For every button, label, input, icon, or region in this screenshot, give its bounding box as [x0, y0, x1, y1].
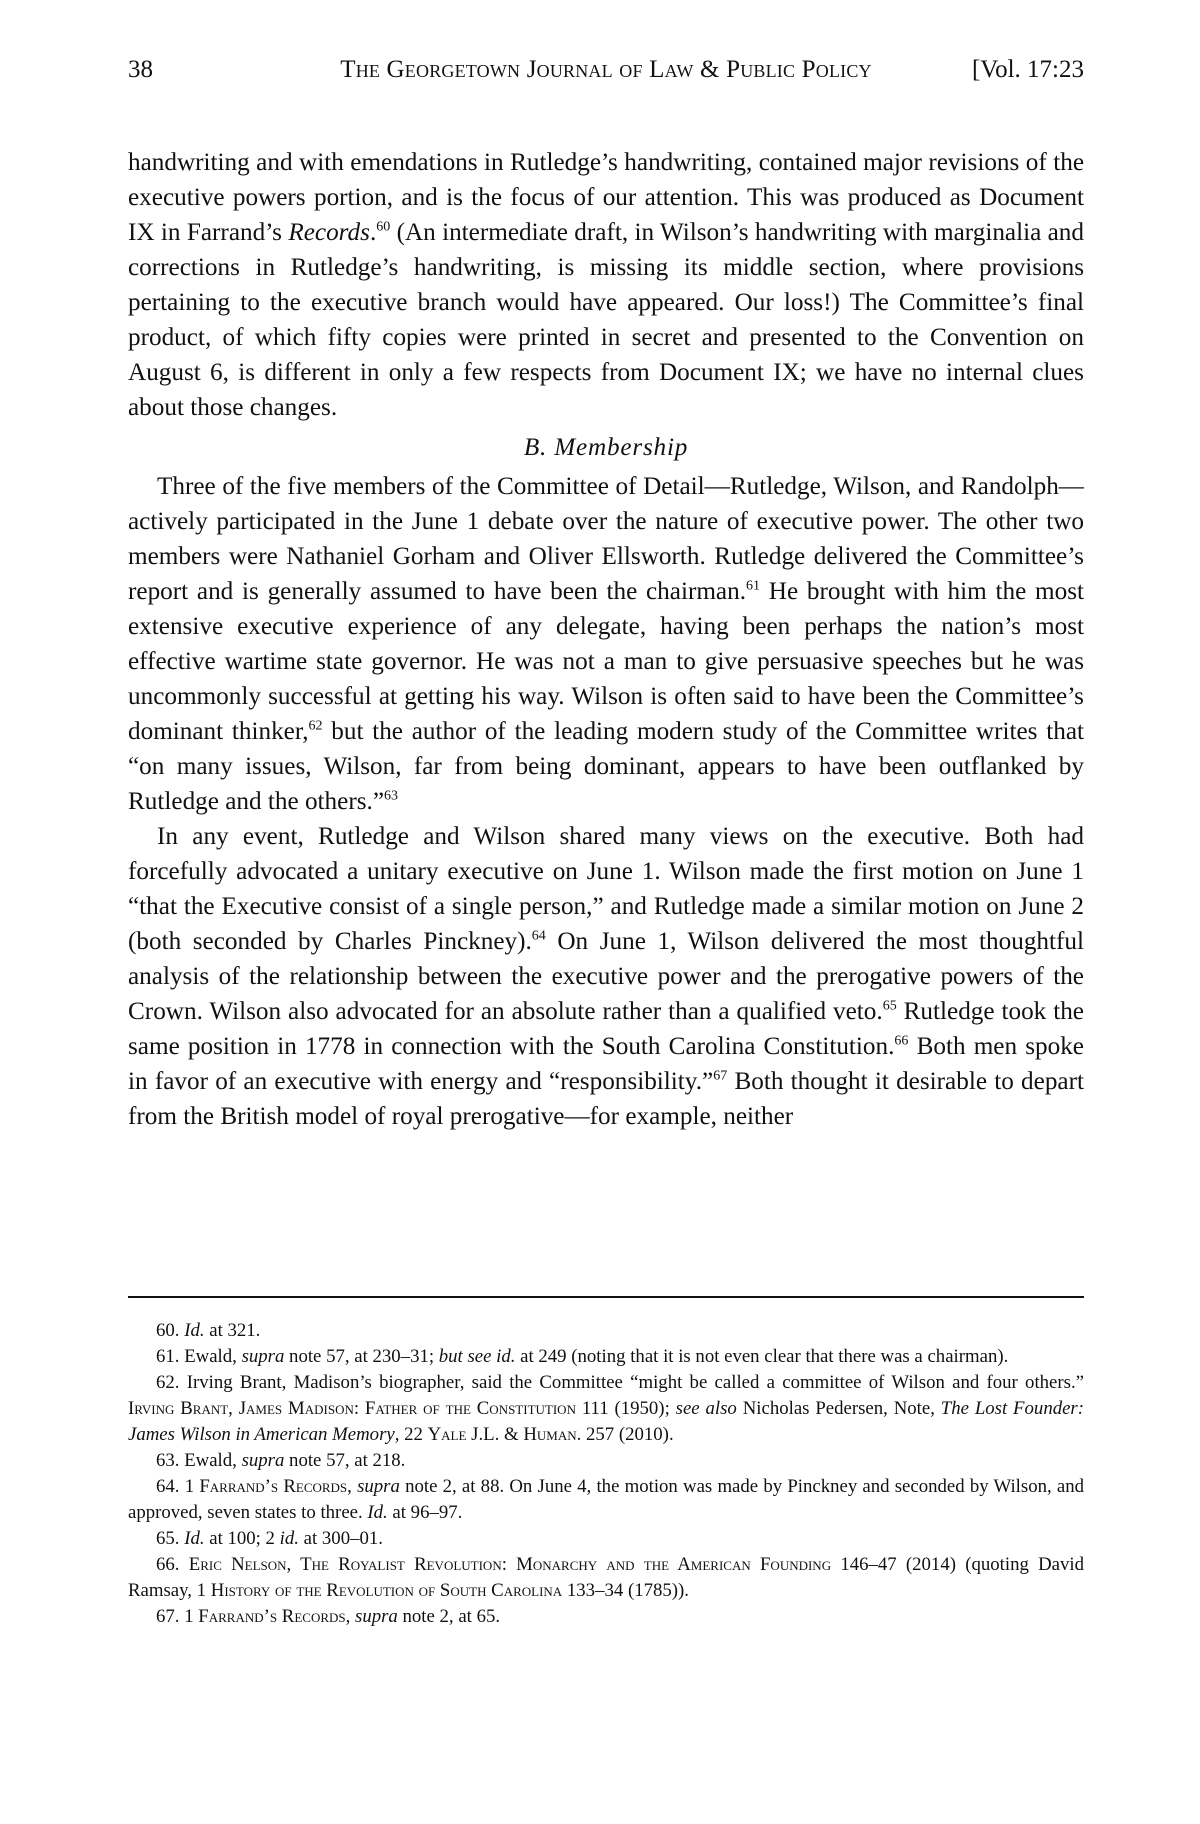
paragraph-3: In any event, Rutledge and Wilson shared many views on the executive. Both had forcefully advocated a unitary executive on June 1. Wilson made the first motion on June 1 “that the Executive consist of a single person,” and Rutledge made a similar motion on June 2 (both seconded by Charles Pinckney).$^{64}$ On June 1, Wilson delivered the most thoughtful analysis of the relationship between the executive power and the prerogative powers of the Crown. Wilson also advocated for an absolute rather than a qualified veto.$^{65}$ Rutledge took the same position in 1778 in connection with the South Carolina Constitution.$^{66}$ Both men spoke in favor of an executive with energy and “responsibility.”$^{67}$ Both thought it desirable to depart from the British model of royal prerogative—for example, neither	[128, 823, 1084, 1130]
footnote-ref-61: 61	[746, 578, 761, 594]
footnote-66: 66. Eric Nelson, The Royalist Revolution: Monarchy and the American Founding 146–47 (2014) (quoting David Ramsay, 1 History of the Revolution of South Carolina 133–34 (1785)).	[128, 1554, 1084, 1601]
footnote-ref-62: 62	[308, 718, 323, 734]
footnote-67: 67. 1 Farrand’s Records, supra note 2, at 65.	[156, 1606, 501, 1627]
section-heading: B. Membership	[523, 434, 689, 461]
footnote-60: 60. Id. at 321.	[156, 1320, 261, 1341]
footnote-ref-66: 66	[894, 1033, 909, 1049]
footnotes	[128, 1318, 1084, 1630]
footnote-ref-65: 65	[882, 998, 897, 1014]
footnote-ref-60: 60	[376, 219, 391, 235]
footnote-63: 63. Ewald, supra note 57, at 218.	[156, 1450, 406, 1471]
footnote-ref-64: 64	[531, 928, 546, 944]
paragraph-2: Three of the five members of the Committee of Detail—Rutledge, Wilson, and Randolph—actively participated in the June 1 debate over the nature of executive power. The other two members were Nathaniel Gorham and Oliver Ellsworth. Rutledge delivered the Committee’s report and is generally assumed to have been the chairman.$^{61}$ He brought with him the most extensive executive experience of any delegate, having been perhaps the nation’s most effective wartime state governor. He was not a man to give persuasive speeches but he was uncommonly successful at getting his way. Wilson is often said to have been the Committee’s dominant thinker,$^{62}$ but the author of the leading modern study of the Committee writes that “on many issues, Wilson, far from being dominant, appears to have been outflanked by Rutledge and the others.”$^{63}$	[128, 473, 1084, 815]
footnote-ref-63: 63	[384, 788, 398, 804]
main-text	[128, 145, 1084, 1134]
volume-label: [Vol. 17:23	[971, 56, 1084, 83]
footnote-64: 64. 1 Farrand’s Records, supra note 2, at 88. On June 4, the motion was made by Pinckney and seconded by Wilson, and approved, seven states to three. Id. at 96–97.	[128, 1476, 1085, 1523]
journal-title: The Georgetown Journal of Law & Public Policy	[340, 56, 872, 83]
running-header	[128, 56, 1084, 92]
paragraph-1: handwriting and with emendations in Rutledge’s handwriting, contained major revisions of the executive powers portion, and is the focus of our attention. This was produced as Document IX in Farrand’s Records.$^{60}$ (An intermediate draft, in Wilson’s handwriting with marginalia and corrections in Rutledge’s handwriting, is missing its middle section, where provisions pertaining to the executive branch would have appeared. Our loss!) The Committee’s final product, of which fifty copies were printed in secret and presented to the Convention on August 6, is different in only a few respects from Document IX; we have no internal clues about those changes.	[128, 149, 1084, 421]
footnote-ref-67: 67	[713, 1068, 728, 1084]
page-number: 38	[128, 56, 153, 83]
footnote-62: 62. Irving Brant, Madison’s biographer, said the Committee “might be called a committee of Wilson and four others.” Irving Brant, James Madison: Father of the Constitution 111 (1950); see also Nicholas Pedersen, Note, The Lost Founder: James Wilson in American Memory, 22 Yale J.L. & Human. 257 (2010).	[128, 1372, 1084, 1445]
footnote-65: 65. Id. at 100; 2 id. at 300–01.	[156, 1528, 383, 1549]
footnote-61: 61. Ewald, supra note 57, at 230–31; but see id. at 249 (noting that it is not even clear that there was a chairman).	[156, 1346, 1009, 1367]
footnote-divider	[128, 1296, 1084, 1298]
